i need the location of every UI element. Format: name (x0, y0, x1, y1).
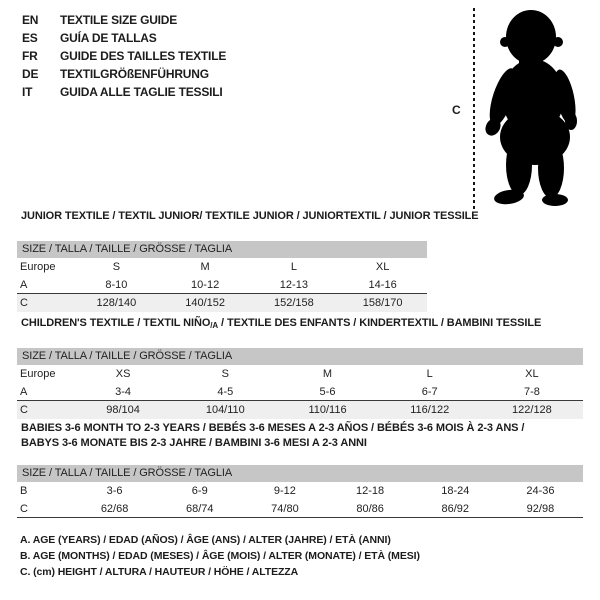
value-cell: 18-24 (441, 485, 470, 497)
legend-line-a: A. AGE (YEARS) / EDAD (AÑOS) / ÂGE (ANS) / ALTER (JAHRE) / ETÀ (ANNI) (20, 534, 391, 546)
babies-section-title (21, 421, 524, 451)
table-row (17, 258, 427, 276)
row-label-cell: A (20, 279, 28, 291)
row-label-cell: C (20, 404, 28, 416)
value-cell: S (112, 261, 121, 273)
table-row (17, 294, 427, 312)
value-cell: 12-18 (356, 485, 385, 497)
value-cell: L (426, 368, 433, 380)
children-title-text: / TEXTILE DES ENFANTS / KINDERTEXTIL / BAMBINI TESSILE (218, 317, 542, 329)
size-header-bar: SIZE / TALLA / TAILLE / GRÖSSE / TAGLIA (17, 241, 427, 258)
value-cell: 86/92 (441, 503, 470, 515)
value-cell: 116/122 (410, 404, 450, 416)
value-cell: L (290, 261, 297, 273)
children-size-table (17, 348, 583, 419)
value-cell: 104/110 (205, 404, 245, 416)
language-title: TEXTILE SIZE GUIDE (60, 13, 178, 27)
table-row (17, 365, 583, 383)
value-cell: S (221, 368, 229, 380)
legend-line-c: C. (cm) HEIGHT / ALTURA / HAUTEUR / HÖHE / ALTEZZA (20, 566, 299, 578)
babies-title-line2: BABYS 3-6 MONATE BIS 2-3 JAHRE / BAMBINI 3-6 MESI A 2-3 ANNI (21, 437, 367, 449)
language-row (22, 47, 226, 65)
height-measure-dashed-line (473, 8, 475, 210)
value-cell: 14-16 (368, 279, 397, 291)
table-row (17, 482, 583, 500)
value-cell: 6-9 (191, 485, 208, 497)
language-row (22, 83, 226, 101)
height-measure-label: C (452, 103, 461, 117)
value-cell: 74/80 (271, 503, 299, 515)
children-title-subscript: /A (210, 321, 219, 330)
value-cell: 4-5 (217, 386, 234, 398)
junior-table-body (17, 258, 427, 312)
children-title-text: CHILDREN'S TEXTILE / TEXTIL NIÑO (21, 317, 211, 329)
row-label-cell: C (20, 297, 28, 309)
row-label-cell: A (20, 386, 28, 398)
language-title: GUÍA DE TALLAS (60, 31, 157, 45)
babies-table-body (17, 482, 583, 518)
value-cell: 10-12 (191, 279, 220, 291)
value-cell: 62/68 (100, 503, 129, 515)
value-cell: XL (375, 261, 390, 273)
language-title-list (22, 11, 226, 101)
value-cell: 122/128 (512, 404, 552, 416)
value-cell: 68/74 (185, 503, 214, 515)
junior-section-title: JUNIOR TEXTILE / TEXTIL JUNIOR/ TEXTILE JUNIOR / JUNIORTEXTIL / JUNIOR TESSILE (21, 210, 479, 222)
value-cell: 80/86 (356, 503, 384, 515)
babies-title-line1: BABIES 3-6 MONTH TO 2-3 YEARS / BEBÉS 3-6 MESES A 2-3 AÑOS / BÉBÉS 3-6 MOIS À 2-3 ANS / (21, 422, 525, 434)
language-code: FR (22, 49, 38, 63)
value-cell: 140/152 (185, 297, 225, 309)
babies-size-table (17, 465, 583, 518)
language-row (22, 29, 226, 47)
table-row (17, 500, 583, 518)
language-code: DE (22, 67, 39, 81)
children-section-title (21, 317, 541, 330)
value-cell: XS (115, 368, 131, 380)
value-cell: 3-6 (106, 485, 123, 497)
value-cell: 24-36 (526, 485, 555, 497)
value-cell: 12-13 (279, 279, 308, 291)
language-code: IT (22, 85, 33, 99)
row-label-cell: C (20, 503, 28, 515)
baby-silhouette-image (483, 5, 595, 207)
junior-size-table (17, 241, 427, 312)
language-code: ES (22, 31, 38, 45)
language-title: TEXTILGRÖßENFÜHRUNG (60, 67, 209, 81)
value-cell: 6-7 (421, 386, 438, 398)
row-label-cell: Europe (20, 368, 56, 380)
value-cell: M (200, 261, 210, 273)
table-row (17, 383, 583, 401)
language-code: EN (22, 13, 39, 27)
value-cell: 5-6 (319, 386, 336, 398)
row-label-cell: B (20, 485, 28, 497)
row-label-cell: Europe (20, 261, 56, 273)
value-cell: 3-4 (115, 386, 132, 398)
table-row (17, 276, 427, 294)
value-cell: 7-8 (523, 386, 540, 398)
table-row (17, 401, 583, 419)
value-cell: 9-12 (273, 485, 296, 497)
value-cell: XL (525, 368, 539, 380)
legend-line-b: B. AGE (MONTHS) / EDAD (MESES) / ÂGE (MOIS) / ALTER (MONATE) / ETÀ (MESI) (20, 550, 420, 562)
children-table-body (17, 365, 583, 419)
value-cell: M (322, 368, 333, 380)
value-cell: 128/140 (96, 297, 137, 309)
size-header-bar: SIZE / TALLA / TAILLE / GRÖSSE / TAGLIA (17, 465, 583, 482)
language-row (22, 65, 226, 83)
value-cell: 152/158 (273, 297, 314, 309)
value-cell: 158/170 (362, 297, 403, 309)
language-row (22, 11, 226, 29)
value-cell: 98/104 (106, 404, 140, 416)
size-header-bar: SIZE / TALLA / TAILLE / GRÖSSE / TAGLIA (17, 348, 583, 365)
measurement-legend (20, 532, 420, 580)
language-title: GUIDA ALLE TAGLIE TESSILI (60, 85, 223, 99)
value-cell: 92/98 (526, 503, 555, 515)
value-cell: 110/116 (308, 404, 347, 416)
value-cell: 8-10 (105, 279, 128, 291)
language-title: GUIDE DES TAILLES TEXTILE (60, 49, 227, 63)
